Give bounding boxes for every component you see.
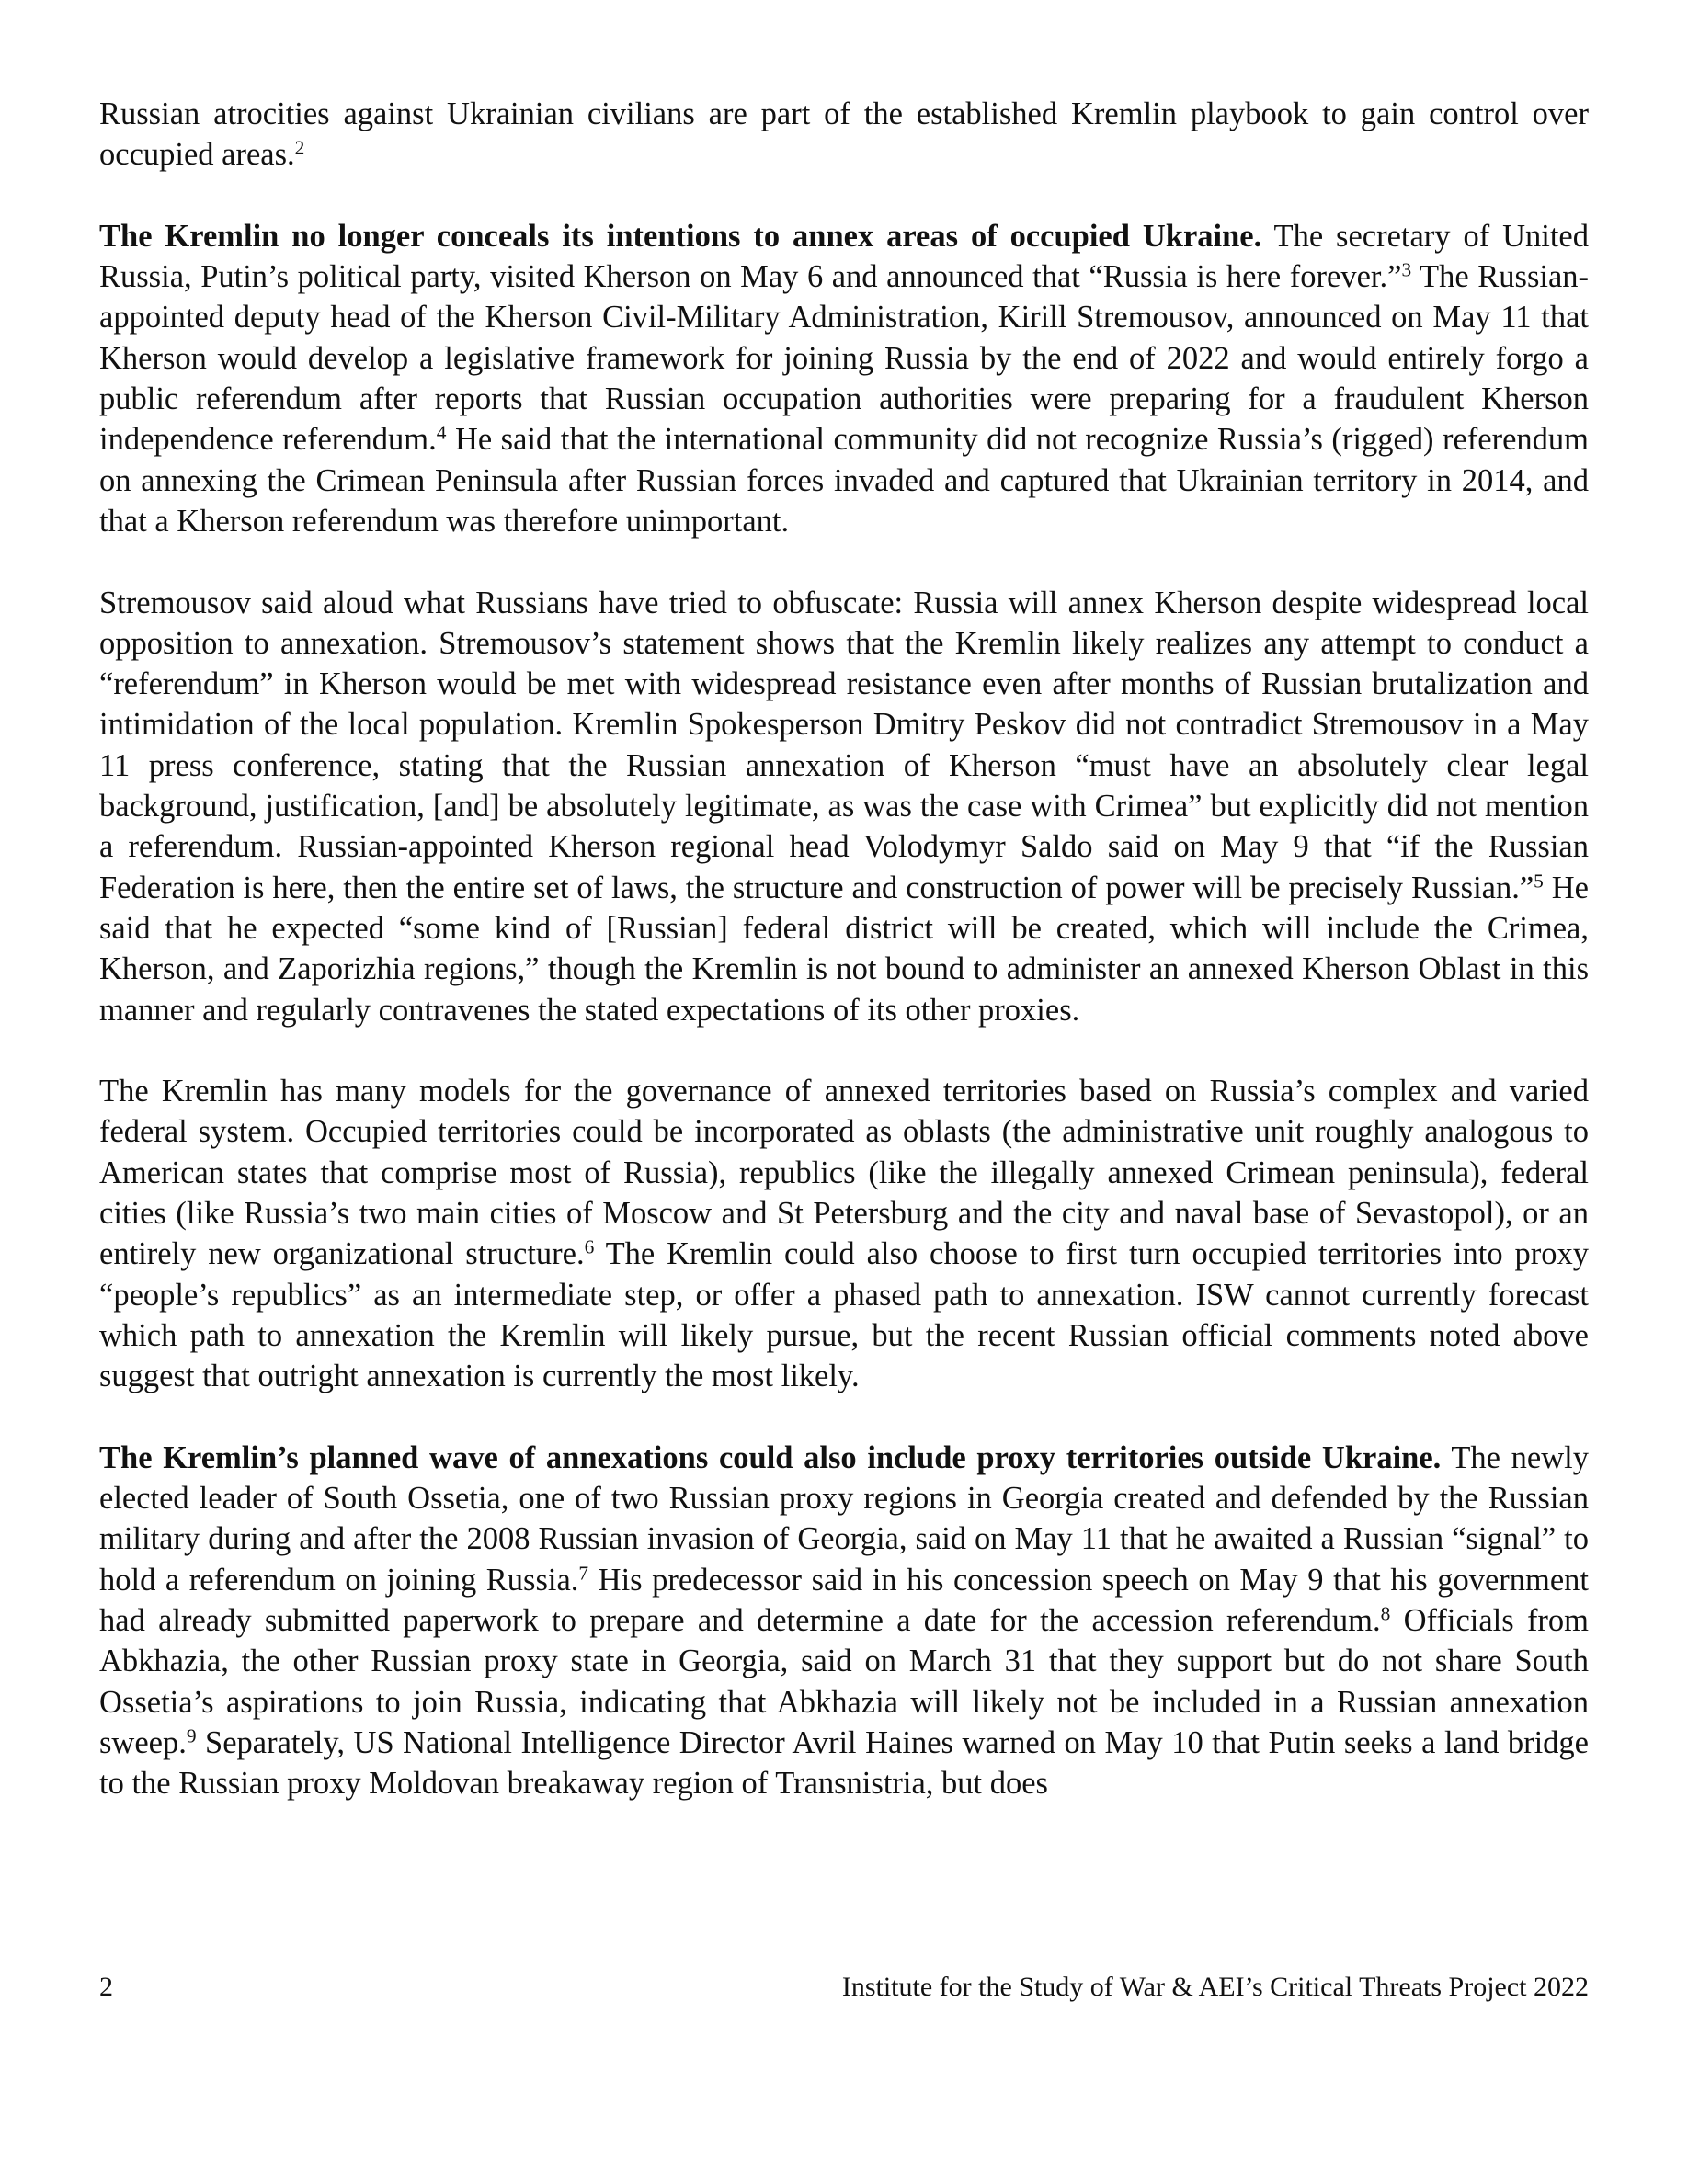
paragraph-text: Separately, US National Intelligence Director Avril Haines warned on May 10 that Putin seeks a land bridge to the Russian proxy Moldovan breakaway region of Transnistria, but does bbox=[99, 1724, 1589, 1802]
paragraph-text: His predecessor said in his concession speech on May 9 that his government had already submitted paperwork to prepare and determine a date for the accession referendum. bbox=[99, 1562, 1589, 1638]
paragraph-text: He said that he expected “some kind of [Russian] federal district will be created, which will include the Crimea, Kherson, and Zaporizhia regions,” though the Kremlin is not bound to administer an annexed Kherson Oblast in this manner and regularly contravenes the stated expectations of its other proxies. bbox=[99, 870, 1589, 1028]
footnote-ref: 5 bbox=[1534, 869, 1544, 892]
paragraph-text: The Kremlin has many models for the governance of annexed territories based on Russia’s complex and varied federal system. Occupied territories could be incorporated as oblasts (the administrative unit roughly analogous to American states that comprise most of Russia), republics (like the illegally annexed Crimean peninsula), federal cities (like Russia’s two main cities of Moscow and St Petersburg and the city and naval base of Sevastopol), or an entirely new organizational structure. bbox=[99, 1074, 1589, 1272]
paragraph bbox=[99, 1071, 1589, 1396]
paragraph-text: The Kremlin could also choose to first turn occupied territories into proxy “people’s republics” as an intermediate step, or offer a phased path to annexation. ISW cannot currently forecast which path to annexation the Kremlin will likely pursue, but the recent Russian official comments noted above suggest that outright annexation is currently the most likely. bbox=[99, 1236, 1589, 1394]
footnote-ref: 8 bbox=[1380, 1602, 1391, 1625]
paragraph-text: Russian atrocities against Ukrainian civilians are part of the established Kremlin playbook to gain control over occupied areas. bbox=[99, 97, 1589, 173]
paragraph-text: Stremousov said aloud what Russians have tried to obfuscate: Russia will annex Kherson despite widespread local opposition to annexation. Stremousov’s statement shows that the Kremlin likely realizes any attempt to conduct a “referendum” in Kherson would be met with widespread resistance even after months of Russian brutalization and intimidation of the local population. Kremlin Spokesperson Dmitry Peskov did not contradict Stremousov in a May 11 press conference, stating that the Russian annexation of Kherson “must have an absolutely clear legal background, justification, [and] be absolutely legitimate, as was the case with Crimea” but explicitly did not mention a referendum. Russian-appointed Kherson regional head Volodymyr Saldo said on May 9 that “if the Russian Federation is here, then the entire set of laws, the structure and construction of power will be precisely Russian.” bbox=[99, 585, 1589, 905]
footnote-ref: 2 bbox=[294, 136, 305, 159]
footnote-ref: 6 bbox=[584, 1235, 595, 1258]
paragraph-text: He said that the international community did not recognize Russia’s (rigged) referendum on annexing the Crimean Peninsula after Russian forces invaded and captured that Ukrainian territory in 2014, and that a Kherson referendum was therefore unimportant. bbox=[99, 422, 1589, 539]
page-number: 2 bbox=[99, 1972, 113, 2002]
footnote-ref: 9 bbox=[186, 1724, 197, 1747]
document-body bbox=[99, 94, 1589, 1845]
page-footer bbox=[99, 1969, 1589, 2006]
paragraph-text: The Russian-appointed deputy head of the Kherson Civil-Military Administration, Kirill Stremousov, announced on May 11 that Kherson would develop a legislative framework for joining Russia by the end of 2022 and would entirely forgo a public referendum after reports that Russian occupation authorities were preparing for a fraudulent Kherson independence referendum. bbox=[99, 259, 1590, 458]
paragraph bbox=[99, 583, 1589, 1030]
paragraph bbox=[99, 94, 1589, 176]
footnote-ref: 4 bbox=[436, 421, 447, 444]
paragraph-text: The newly elected leader of South Ossetia, one of two Russian proxy regions in Georgia created and defended by the Russian military during and after the 2008 Russian invasion of Georgia, said on May 11 that he awaited a Russian “signal” to hold a referendum on joining Russia. bbox=[99, 1439, 1589, 1598]
paragraph bbox=[99, 216, 1589, 541]
paragraph-text: The secretary of United Russia, Putin’s political party, visited Kherson on May 6 and announced that “Russia is here forever.” bbox=[99, 218, 1589, 295]
footnote-ref: 7 bbox=[578, 1561, 589, 1584]
paragraph-lead-sentence: The Kremlin’s planned wave of annexations could also include proxy territories outside Ukraine. bbox=[99, 1439, 1442, 1475]
paragraph bbox=[99, 1438, 1589, 1804]
paragraph-text: Officials from Abkhazia, the other Russian proxy state in Georgia, said on March 31 that they support but do not share South Ossetia’s aspirations to join Russia, indicating that Abkhazia will likely not be included in a Russian annexation sweep. bbox=[99, 1602, 1590, 1760]
footer-credit: Institute for the Study of War & AEI’s Critical Threats Project 2022 bbox=[841, 1972, 1589, 2002]
footnote-ref: 3 bbox=[1401, 258, 1412, 281]
paragraph-lead-sentence: The Kremlin no longer conceals its intentions to annex areas of occupied Ukraine. bbox=[99, 218, 1262, 254]
